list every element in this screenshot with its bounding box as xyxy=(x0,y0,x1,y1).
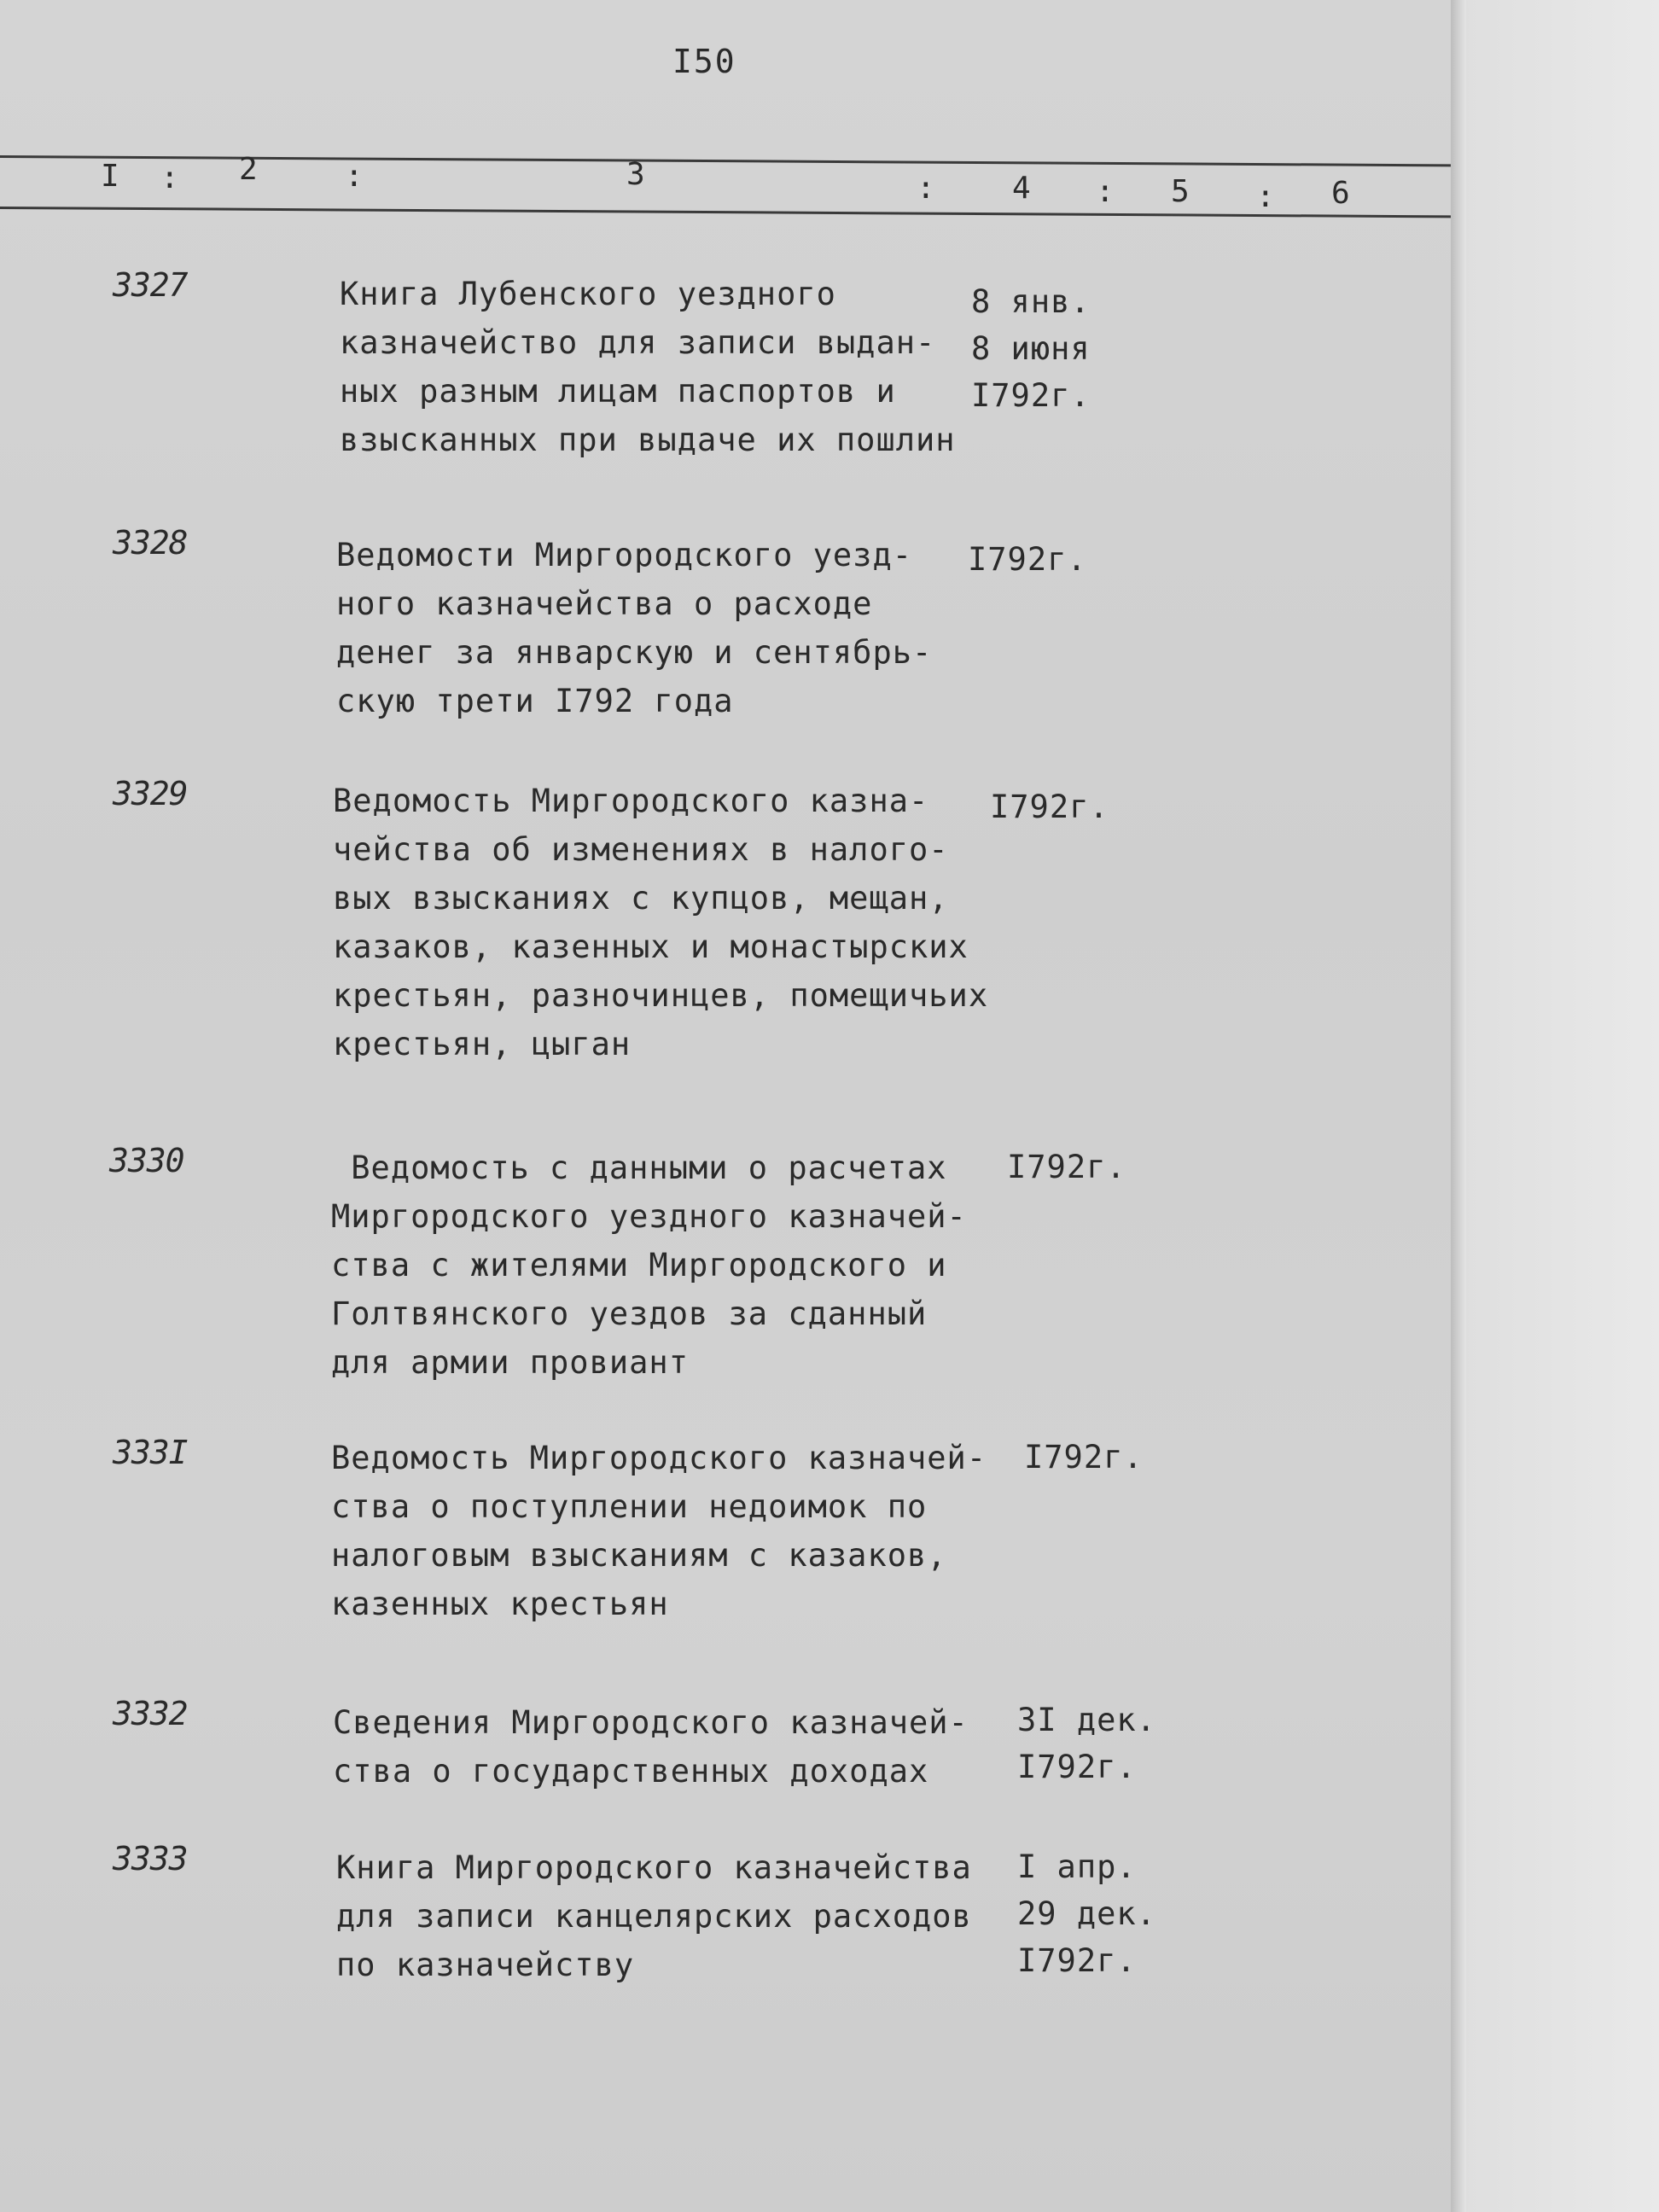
col-sep-2: : xyxy=(345,159,364,194)
entry-title: Ведомость с данными о расчетах Миргородского уездного казначей- ства с жителями Миргородского и Голтвянского уездов за сданный для армии провиант xyxy=(331,1150,967,1381)
entry-number: 3333 xyxy=(113,1840,188,1877)
entry-number: 3327 xyxy=(113,266,188,304)
col-head-1: I xyxy=(101,159,119,194)
sheet-edge xyxy=(1451,0,1466,2212)
entry-date: I792г. xyxy=(990,789,1109,825)
page-number: I50 xyxy=(672,43,736,80)
entry-number: 3330 xyxy=(109,1142,184,1179)
col-sep-4: : xyxy=(1096,174,1115,209)
col-head-3: 3 xyxy=(626,157,645,192)
entry-date: 8 янв. 8 июня I792г. xyxy=(971,283,1091,414)
entry-date: I792г. xyxy=(1024,1439,1144,1476)
entry-date: I792г. xyxy=(1007,1149,1126,1185)
col-sep-3: : xyxy=(917,171,935,206)
col-head-6: 6 xyxy=(1331,176,1350,211)
entry-number: 3329 xyxy=(113,775,188,812)
entry-date: I апр. 29 дек. I792г. xyxy=(1017,1848,1156,1979)
col-head-2: 2 xyxy=(239,152,258,187)
col-sep-1: : xyxy=(160,160,179,195)
col-sep-5: : xyxy=(1256,179,1275,214)
entry-number: 333I xyxy=(113,1434,188,1471)
col-head-5: 5 xyxy=(1171,174,1190,209)
entry-title: Ведомость Миргородского казначей- ства о поступлении недоимок по налоговым взысканиям с казаков, казенных крестьян xyxy=(331,1440,987,1622)
entry-date: I792г. xyxy=(968,541,1087,578)
entry-date: 3I дек. I792г. xyxy=(1017,1702,1156,1785)
entry-title: Книга Миргородского казначейства для записи канцелярских расходов по казначейству xyxy=(336,1849,972,1983)
entry-title: Ведомости Миргородского уезд- ного казначейства о расходе денег за январскую и сентябрь- скую трети I792 года xyxy=(336,537,933,719)
col-head-4: 4 xyxy=(1012,171,1031,206)
entry-title: Сведения Миргородского казначей- ства о государственных доходах xyxy=(333,1704,969,1790)
entry-number: 3332 xyxy=(113,1695,188,1732)
entry-title: Ведомость Миргородского казна- чейства об изменениях в налого- вых взысканиях с купцов, мещан, казаков, казенных и монастырских крестьян, разночинцев, помещичьих крестьян, цыган xyxy=(333,783,989,1062)
entry-title: Книга Лубенского уездного казначейство для записи выдан- ных разным лицам паспортов и взысканных при выдаче их пошлин xyxy=(340,276,956,458)
entry-number: 3328 xyxy=(113,524,188,562)
